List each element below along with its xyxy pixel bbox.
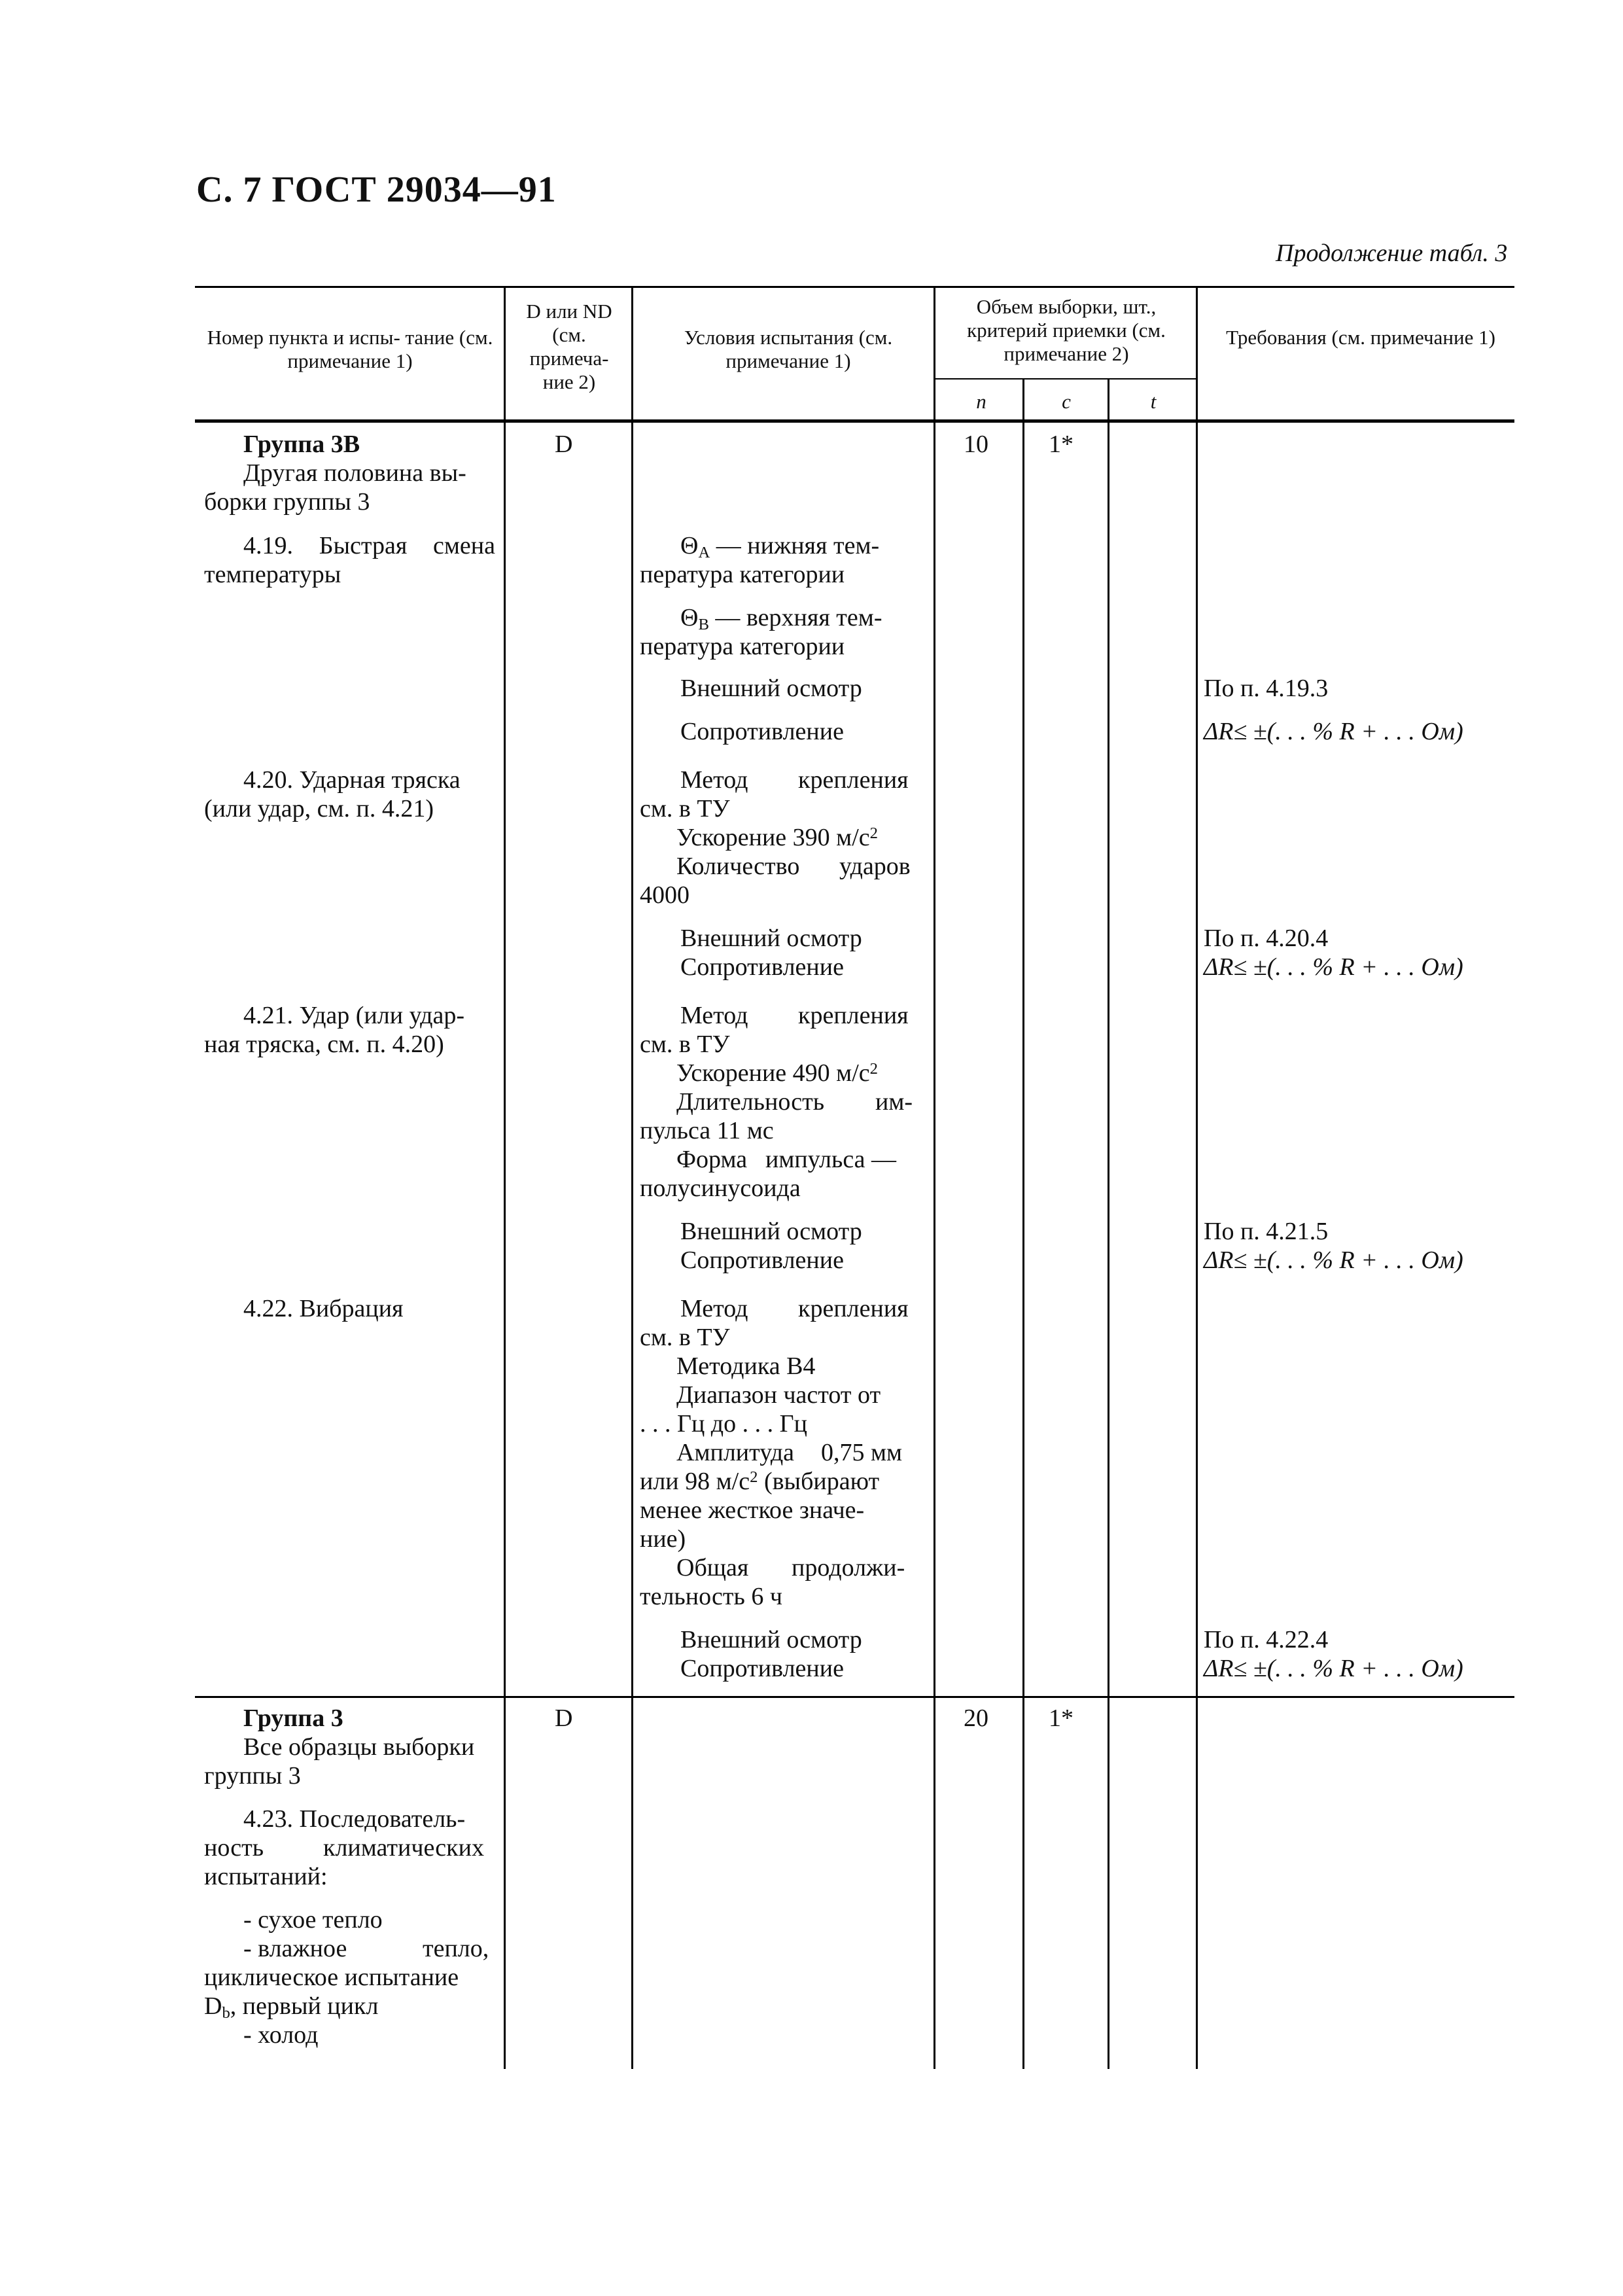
header-requirements: Требования (см. примечание 1) <box>1226 326 1495 349</box>
item-4-23-title: ность <box>204 1834 264 1862</box>
inspection-req: По п. 4.19.3 <box>1204 675 1329 702</box>
group-3b-desc: Другая половина вы- <box>243 459 466 487</box>
climatic-step: циклическое испытание <box>204 1964 459 1991</box>
theta-a-line: ΘA — нижняя тем- <box>680 532 880 562</box>
climatic-step: Db, первый цикл <box>204 1992 379 2022</box>
pulse-duration: Длительность <box>676 1088 825 1116</box>
inspection-cond: Внешний осмотр <box>680 1218 862 1245</box>
inspection-cond: Внешний осмотр <box>680 1626 862 1653</box>
resistance-cond: Сопротивление <box>680 1655 844 1682</box>
mount-method: см. в ТУ <box>640 795 730 822</box>
resistance-req: ΔR≤ ±(. . . % R + . . . Ом) <box>1204 1655 1463 1682</box>
header-dnd: D или ND (см. примеча- ние 2) <box>526 300 612 393</box>
mount-method: Метод <box>680 1295 748 1322</box>
mount-method: см. в ТУ <box>640 1031 730 1058</box>
header-n: n <box>976 390 986 413</box>
resistance-cond: Сопротивление <box>680 1246 844 1274</box>
mount-method: крепления <box>798 1295 909 1322</box>
amplitude: менее жесткое значе- <box>640 1496 865 1524</box>
resistance-req: ΔR≤ ±(. . . % R + . . . Ом) <box>1204 1246 1463 1274</box>
amplitude: Амплитуда <box>676 1439 795 1466</box>
item-4-23-title: 4.23. Последователь- <box>243 1805 466 1833</box>
theta-a-desc: пература категории <box>640 561 845 588</box>
pulse-shape: импульса — <box>765 1146 897 1173</box>
header-c: c <box>1062 390 1071 413</box>
pulse-shape: Форма <box>676 1146 748 1173</box>
mount-method: см. в ТУ <box>640 1324 730 1351</box>
item-4-20-title: 4.20. Ударная тряска <box>243 766 461 794</box>
inspection-cond: Внешний осмотр <box>680 675 862 702</box>
climatic-step: тепло, <box>423 1935 489 1962</box>
page-header: С. 7 ГОСТ 29034—91 <box>196 169 557 210</box>
theta-b-desc: пература категории <box>640 633 845 660</box>
climatic-step: - холод <box>243 2021 319 2049</box>
group-3-c: 1* <box>1049 1704 1073 1732</box>
item-4-20-title: (или удар, см. п. 4.21) <box>204 795 434 822</box>
group-3-dnd: D <box>555 1704 573 1732</box>
header-item-test: Номер пункта и испы- тание (см. примечание 1) <box>207 326 493 372</box>
frequency-range: . . . Гц до . . . Гц <box>640 1410 807 1438</box>
pulse-duration: им- <box>875 1088 913 1116</box>
header-t: t <box>1150 390 1157 413</box>
item-4-23-title: испытаний: <box>204 1863 328 1890</box>
acceleration: Ускорение 490 $м/с^2$ <box>676 1059 878 1087</box>
mount-method: крепления <box>798 766 909 794</box>
inspection-req: По п. 4.20.4 <box>1204 925 1329 952</box>
amplitude: 0,75 мм <box>821 1439 903 1466</box>
mount-method: Метод <box>680 766 748 794</box>
shock-count: ударов <box>839 853 911 880</box>
amplitude: ние) <box>640 1525 686 1553</box>
item-4-22-title: 4.22. Вибрация <box>243 1295 404 1322</box>
mount-method: Метод <box>680 1002 748 1029</box>
acceleration: Ускорение 390 $м/с^2$ <box>676 824 878 851</box>
total-duration: продолжи- <box>792 1554 905 1581</box>
inspection-req: По п. 4.21.5 <box>1204 1218 1329 1245</box>
inspection-req: По п. 4.22.4 <box>1204 1626 1329 1653</box>
group-3b-desc: борки группы 3 <box>204 488 370 516</box>
amplitude: или 98 $м/с^2$ (выбирают <box>640 1468 880 1495</box>
pulse-shape: полусинусоида <box>640 1174 801 1202</box>
frequency-range: Диапазон частот от <box>676 1381 881 1409</box>
continuation-label: Продолжение табл. 3 <box>1276 239 1508 267</box>
theta-b-line: ΘB — верхняя тем- <box>680 604 882 634</box>
group-3b-c: 1* <box>1049 431 1073 458</box>
group-3-title: Группа 3 <box>243 1704 343 1732</box>
group-3b-dnd: D <box>555 431 573 458</box>
climatic-step: - сухое тепло <box>243 1906 383 1934</box>
group-3-n: 20 <box>964 1704 988 1732</box>
resistance-cond: Сопротивление <box>680 953 844 981</box>
resistance-req: ΔR≤ ±(. . . % R + . . . Ом) <box>1204 718 1463 745</box>
pulse-duration: пульса 11 мс <box>640 1117 774 1144</box>
mount-method: крепления <box>798 1002 909 1029</box>
item-4-21-title: ная тряска, см. п. 4.20) <box>204 1031 444 1058</box>
resistance-cond: Сопротивление <box>680 718 844 745</box>
shock-count: Количество <box>676 853 800 880</box>
group-3-desc: группы 3 <box>204 1762 301 1790</box>
group-3b-n: 10 <box>964 431 988 458</box>
vibration-method: Методика В4 <box>676 1352 816 1380</box>
resistance-req: ΔR≤ ±(. . . % R + . . . Ом) <box>1204 953 1463 981</box>
item-4-23-title: климатических <box>323 1834 484 1862</box>
inspection-cond: Внешний осмотр <box>680 925 862 952</box>
total-duration: тельность 6 ч <box>640 1583 782 1610</box>
header-sample: Объем выборки, шт., критерий приемки (см. примечание 2) <box>967 295 1166 365</box>
item-4-19-title: температуры <box>204 561 341 588</box>
total-duration: Общая <box>676 1554 749 1581</box>
climatic-step: - влажное <box>243 1935 347 1962</box>
group-3b-title: Группа 3В <box>243 431 360 458</box>
item-4-19-title: 4.19. Быстрая смена <box>243 532 495 559</box>
group-3-desc: Все образцы выборки <box>243 1733 475 1761</box>
header-conditions: Условия испытания (см. примечание 1) <box>684 326 893 372</box>
item-4-21-title: 4.21. Удар (или удар- <box>243 1002 465 1029</box>
shock-count: 4000 <box>640 881 689 909</box>
